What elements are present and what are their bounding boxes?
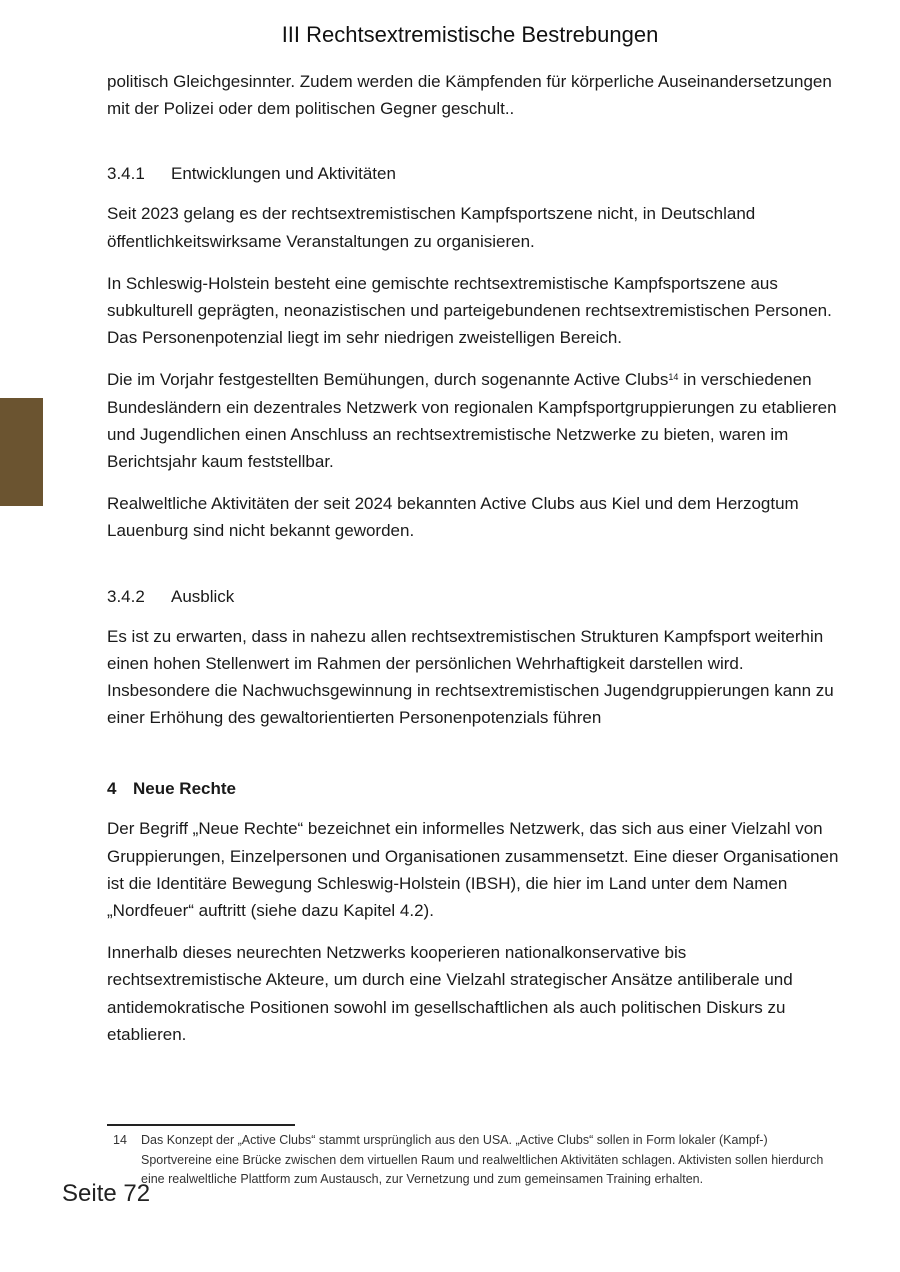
chapter-side-tab <box>0 398 43 506</box>
footnote-divider <box>107 1124 295 1126</box>
paragraph-intro: politisch Gleichgesinnter. Zudem werden die Kämpfenden für körperliche Auseinandersetzungen mit der Polizei oder dem politischen Gegner geschult.. <box>107 72 832 119</box>
paragraph: Innerhalb dieses neurechten Netzwerks kooperieren nationalkonservative bis rechtsextremistische Akteure, um durch eine Vielzahl strategischer Ansätze antiliberale und antidemokratische Positionen sowohl im gesellschaftlichen als auch politischen Diskurs zu etablieren. <box>107 943 793 1044</box>
heading-title: Neue Rechte <box>133 779 236 799</box>
heading-4 <box>107 775 842 802</box>
footnote-text: Das Konzept der „Active Clubs“ stammt ursprünglich aus den USA. „Active Clubs“ sollen in Form lokaler (Kampf-) Sportvereine eine Brücke zwischen dem virtuellen Raum und realweltlichen Aktivitäten schlagen. Aktivisten sollen hierdurch eine realweltliche Plattform zum Austausch, zur Vernetzung und zum gemeinsamen Training erhalten. <box>141 1133 824 1186</box>
heading-title: Entwicklungen und Aktivitäten <box>171 164 396 184</box>
paragraph: Realweltliche Aktivitäten der seit 2024 bekannten Active Clubs aus Kiel und dem Herzogtum Lauenburg sind nicht bekannt geworden. <box>107 494 799 541</box>
heading-number: 4 <box>107 779 117 799</box>
page-header-title: III Rechtsextremistische Bestrebungen <box>281 22 659 47</box>
paragraph: Der Begriff „Neue Rechte“ bezeichnet ein informelles Netzwerk, das sich aus einer Vielzahl von Gruppierungen, Einzelpersonen und Organisationen zusammensetzt. Eine dieser Organisationen ist die Identitäre Bewegung Schleswig-Holstein (IBSH), die hier im Land unter dem Namen „Nordfeuer“ auftritt (siehe dazu Kapitel 4.2). <box>107 819 839 921</box>
paragraph: Seit 2023 gelang es der rechtsextremistischen Kampfsportszene nicht, in Deutschland öffentlichkeitswirksame Veranstaltungen zu organisieren. <box>107 204 756 251</box>
heading-number: 3.4.1 <box>107 164 145 184</box>
paragraph: Es ist zu erwarten, dass in nahezu allen rechtsextremistischen Strukturen Kampfsport weiterhin einen hohen Stellenwert im Rahmen der persönlichen Wehrhaftigkeit darstellen wird. Insbesondere die Nachwuchsgewinnung in rechtsextremistischen Jugendgruppierungen kann zu einer Erhöhung des gewaltorientierten Personenpotenzials führen <box>107 626 834 728</box>
footnote-reference: 14 <box>668 372 679 383</box>
paragraph: In Schleswig-Holstein besteht eine gemischte rechtsextremistische Kampfsportszene aus subkulturell geprägten, neonazistischen und parteigebundenen rechtsextremistischen Personen. Das Personenpotenzial liegt im sehr niedrigen zweistelligen Bereich. <box>107 273 832 348</box>
heading-title: Ausblick <box>171 586 235 606</box>
footnote-14 <box>107 1131 837 1190</box>
paragraph-text: in verschiedenen Bundesländern ein dezentrales Netzwerk von regionalen Kampfsportgruppierungen zu etablieren und Jugendlichen einen Anschluss an rechtsextremistische Netzwerke zu bieten, waren im Berichtsjahr kaum feststellbar. <box>107 370 837 472</box>
heading-number: 3.4.2 <box>107 586 145 606</box>
paragraph-active-clubs <box>107 366 842 475</box>
page-number: Seite 72 <box>62 1180 151 1207</box>
main-content <box>107 68 842 1048</box>
paragraph-text: Die im Vorjahr festgestellten Bemühungen, durch sogenannte Active Clubs <box>107 370 669 390</box>
footnote-number: 14 <box>113 1133 127 1147</box>
heading-3-4-1 <box>107 160 842 187</box>
heading-3-4-2 <box>107 583 842 610</box>
